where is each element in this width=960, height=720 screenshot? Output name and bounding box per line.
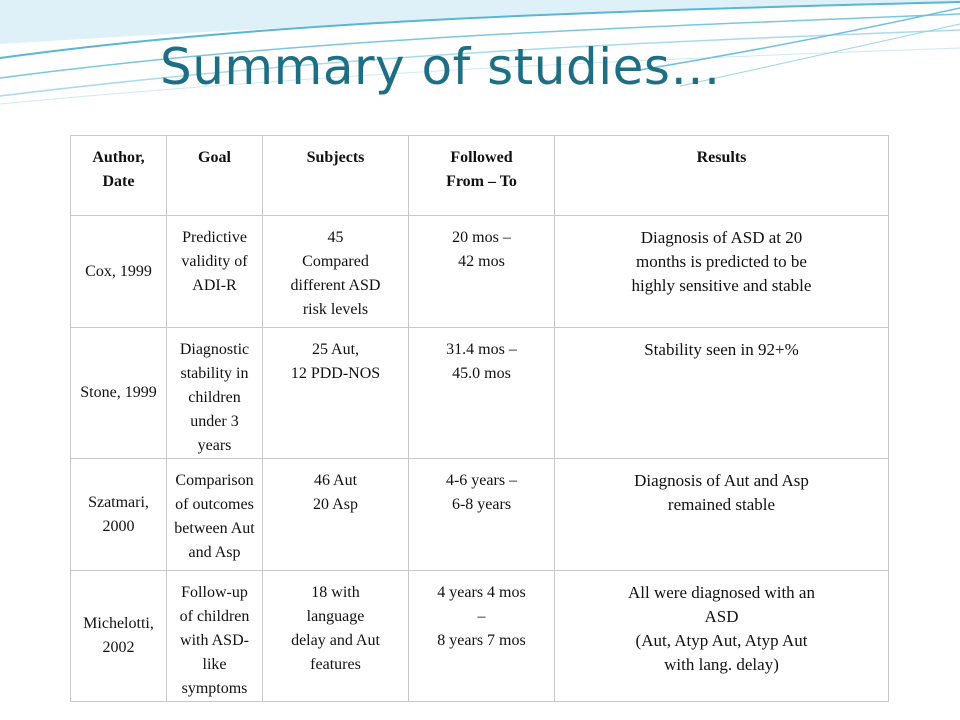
table-row (71, 328, 889, 459)
header-followed: Followed From – To (409, 136, 555, 216)
header-row (71, 136, 889, 216)
cell-goal: Comparison of outcomes between Aut and Asp (167, 459, 263, 571)
cell-goal: Diagnostic stability in children under 3 years (167, 328, 263, 459)
cell-results: All were diagnosed with an ASD (Aut, Atyp Aut, Atyp Aut with lang. delay) (555, 571, 889, 702)
cell-subjects: 25 Aut, 12 PDD-NOS (263, 328, 409, 459)
cell-author: Stone, 1999 (71, 328, 167, 459)
cell-author: Cox, 1999 (71, 216, 167, 328)
cell-subjects: 18 with language delay and Aut features (263, 571, 409, 702)
table-row (71, 459, 889, 571)
cell-followed: 4 years 4 mos – 8 years 7 mos (409, 571, 555, 702)
slide-title: Summary of studies… (160, 38, 721, 96)
cell-results: Stability seen in 92+% (555, 328, 889, 459)
cell-results: Diagnosis of Aut and Asp remained stable (555, 459, 889, 571)
table-row (71, 571, 889, 702)
studies-table (70, 135, 889, 702)
cell-goal: Follow-up of children with ASD- like symptoms (167, 571, 263, 702)
table-row (71, 216, 889, 328)
cell-results: Diagnosis of ASD at 20 months is predicted to be highly sensitive and stable (555, 216, 889, 328)
cell-followed: 31.4 mos – 45.0 mos (409, 328, 555, 459)
cell-author: Szatmari, 2000 (71, 459, 167, 571)
header-author-date: Author, Date (71, 136, 167, 216)
cell-author: Michelotti, 2002 (71, 571, 167, 702)
cell-subjects: 45 Compared different ASD risk levels (263, 216, 409, 328)
header-subjects: Subjects (263, 136, 409, 216)
header-goal: Goal (167, 136, 263, 216)
cell-followed: 20 mos – 42 mos (409, 216, 555, 328)
cell-goal: Predictive validity of ADI-R (167, 216, 263, 328)
cell-subjects: 46 Aut 20 Asp (263, 459, 409, 571)
cell-followed: 4-6 years – 6-8 years (409, 459, 555, 571)
header-results: Results (555, 136, 889, 216)
